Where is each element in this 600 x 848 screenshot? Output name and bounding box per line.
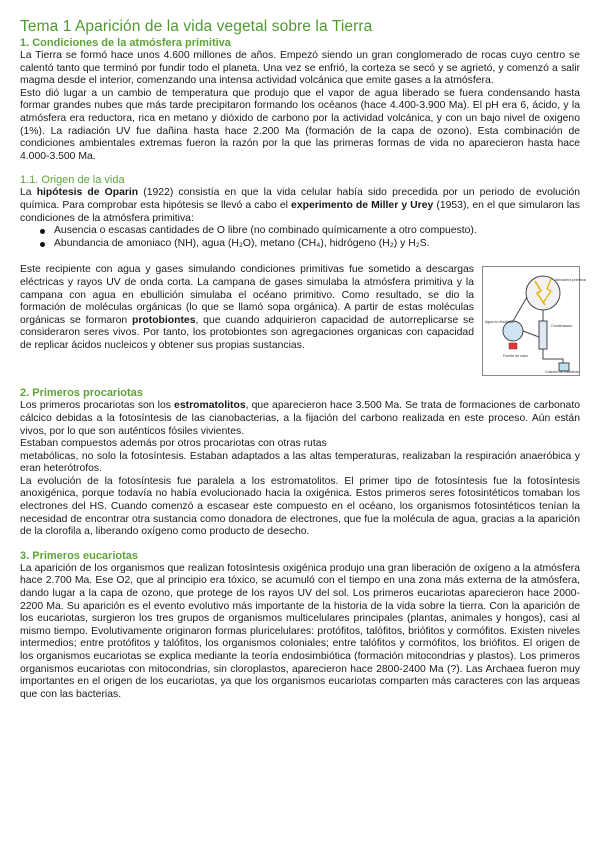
list-item: Abundancia de amoniaco (NH), agua (H₂O), metano (CH₄), hidrógeno (H₂) y H₂S. bbox=[40, 238, 580, 251]
paragraph: La hipótesis de Oparin (1922) consistía en que la vida celular había sido precedida por un periodo de evolución química. Para comprobar esta hipótesis se llevó a cabo el experimento de Miller y Urey (1953), en el que simularon las condiciones de la atmósfera primitiva: bbox=[20, 187, 580, 224]
paragraph: Esto dió lugar a un cambio de temperatura que produjo que el vapor de agua liberado se fuera condensando hasta formar grandes nubes que más tarde precipitaron formando los océanos (hace 4.400-3.900 Ma). El pH era 6, ácido, y la atmósfera era reductora, rica en metano y dióxido de carbono por la actividad volcánica, y con un bajo nivel de oxigeno (1%). La radiación UV fue dañina hasta hace 2.200 Ma (formación de la capa de ozono). Esta combinación de condiciones ambientales extremas fueron la razón por la que las primeras formas de vida no aparecieron hasta hace 4.000-3.500 Ma. bbox=[20, 87, 580, 162]
paragraph: Estaban compuestos además por otros procariotas con otras rutas bbox=[20, 438, 327, 450]
figure-label: Atmósfera primitiva bbox=[555, 278, 586, 283]
page-title: Tema 1 Aparición de la vida vegetal sobre la Tierra bbox=[20, 18, 373, 35]
miller-urey-apparatus-diagram bbox=[482, 266, 586, 376]
section-heading-2: 2. Primeros procariotas bbox=[20, 387, 143, 400]
paragraph: La Tierra se formó hace unos 4.600 millones de años. Empezó siendo un gran conglomerado de rocas cuyo centro se calentó tanto que terminó por fundir todo el planeta. Una vez se enfrió, la corteza se secó y se agrietó, y comenzó a salir magma desde el interior, comenzando una intensa actividad volcánica que emite gases a la atmósfera. bbox=[20, 50, 580, 87]
figure-label: Condensador bbox=[551, 324, 573, 329]
section-heading-1: 1. Condiciones de la atmósfera primitiva bbox=[20, 37, 231, 49]
paragraph: metabólicas, no solo la fotosíntesis. Estaban adaptados a las altas temperaturas, realizaban la respiración anaeróbica y eran heterótrofos. bbox=[20, 450, 580, 475]
figure-label: Fuente de calor bbox=[503, 354, 528, 359]
paragraph: La aparición de los organismos que realizan fotosíntesis oxigénica produjo una gran liberación de oxígeno a la atmósfera hace 2.700 Ma. Ese O2, que al principio era tóxico, se acumuló con el tiempo en una zona más externa de la atmósfera, dando lugar a la capa de ozono, que protege de los rayos UV del sol. Los primeros eucariotas aparecieron hace 2000-2200 Ma. Su aparición es el evento evolutivo más importante de la historia de la vida sobre la tierra. Con la aparición de los eucariotas, surgieron los tres grupos de organismos multicelulares principales (plantas, animales y hongos), casi al mismo tiempo. Evolutivamente originaron formas pluricelulares: protófitos, talófitos, briófitos y cormófitos. Existen niveles intermedios; entre protófitos y talófitos, los organismos coloniales; entre talófitos y cormófitos, los briófitos. El origen de los organismos eucariotas se explica mediante la teoría endosimbiótica (formación mitocondrias y plastos). Los primeros organismos eucariotas con mitocondrias, sin cloroplastos, aparecieron hace 2800-2400 Ma (?). Las Archaea fueron muy importantes en el origen de los eucariotas, ya que los organismos eucariotas comparten más caracteres con las arqueas que con las bacterias. bbox=[20, 562, 580, 700]
paragraph: Los primeros procariotas son los estromatolitos, que aparecieron hace 3.500 Ma. Se trata de formaciones de carbonato cálcico debidas a la fotosíntesis de las cianobacterias, a la fijación del carbono realizada en este proceso. Aún están vivos, por lo que son auténticos fósiles vivientes. bbox=[20, 400, 580, 437]
paragraph: La evolución de la fotosíntesis fue paralela a los estromatolitos. El primer tipo de fotosíntesis fue la fotosíntesis anoxigénica, porque todavía no había evolucionado hacia la oxigénica. Estos primeros seres fotosintéticos tomaban los electrones del HS. Cuando comenzó a escasear este compuesto en el océano, los organismos fotosintéticos tenían la necesidad de encontrar otra sustancia como donadora de electrones, que fue la molécula de agua, gracias a la aparición de la clorofila a, liberando oxígeno como producto de desecho. bbox=[20, 475, 580, 538]
list-item: Ausencia o escasas cantidades de O libre (no combinado químicamente a otro compuesto). bbox=[40, 225, 580, 238]
bullet-list bbox=[20, 225, 580, 250]
section-heading-3: 3. Primeros eucariotas bbox=[20, 549, 139, 562]
figure-label: Agua en ebullición bbox=[485, 320, 515, 325]
paragraph: Este recipiente con agua y gases simulando condiciones primitivas fue sometido a descargas eléctricas y rayos UV de onda corta. La campana de gases simulaba la atmósfera primitiva y la campana con agua en ebullición simulaba el océano primitivo. Como resultado, se dio la formación de moléculas orgánicas (lo que se llamó sopa orgánica). A partir de estas moléculas orgánicas se formaron protobiontes, que cuando adquirieron capacidad de autorreplicarse se consideraron seres vivos. Por tanto, los protobiontes son agregaciones organicas con capacidad de replicar ácidos nucleicos y obtener sus propias sustancias. bbox=[20, 264, 475, 351]
figure-label: Colector de muestras bbox=[545, 370, 580, 375]
section-heading-1-1: 1.1. Origen de la vida bbox=[20, 174, 125, 187]
